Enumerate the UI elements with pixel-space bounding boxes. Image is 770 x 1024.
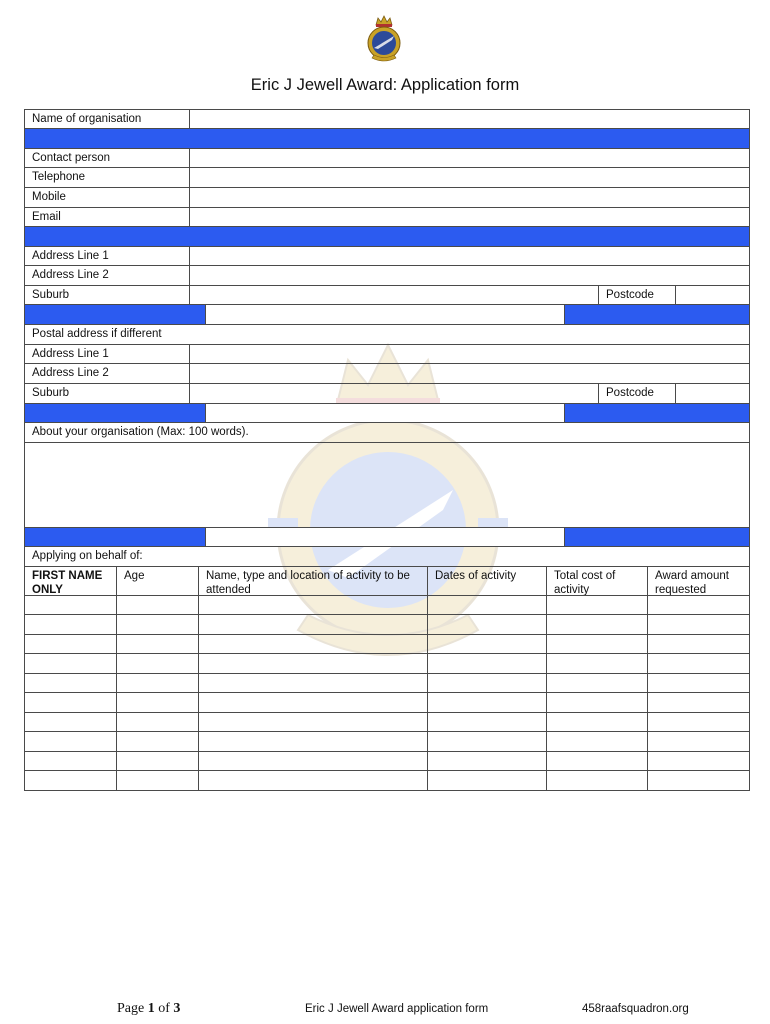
table-cell[interactable] [24,634,117,654]
table-cell[interactable] [198,712,428,732]
table-cell[interactable] [24,673,117,693]
postal-postcode-label: Postcode [598,383,676,404]
table-header-total-cost: Total cost of activity [546,566,648,596]
email-field[interactable] [189,207,750,227]
table-cell[interactable] [427,595,547,615]
section-divider-left [24,304,206,325]
table-header-age: Age [116,566,199,596]
section-divider-gap [205,403,565,423]
table-cell[interactable] [546,712,648,732]
table-cell[interactable] [546,653,648,674]
table-cell[interactable] [647,634,750,654]
table-cell[interactable] [116,673,199,693]
postal-line1-label: Address Line 1 [24,344,190,364]
table-cell[interactable] [198,770,428,791]
table-cell[interactable] [647,751,750,771]
table-cell[interactable] [198,653,428,674]
postal-line2-field[interactable] [189,363,750,384]
table-cell[interactable] [546,673,648,693]
applying-on-behalf-label: Applying on behalf of: [24,546,750,567]
section-divider-gap [205,527,565,547]
footer-website: 458raafsquadron.org [582,1003,689,1015]
table-cell[interactable] [647,673,750,693]
address-line1-label: Address Line 1 [24,246,190,266]
table-header-first-name: FIRST NAME ONLY [24,566,117,596]
postal-postcode-field[interactable] [675,383,750,404]
table-cell[interactable] [647,731,750,752]
organisation-name-field[interactable] [189,109,750,129]
about-organisation-label: About your organisation (Max: 100 words). [24,422,750,443]
mobile-label: Mobile [24,187,190,208]
table-cell[interactable] [427,673,547,693]
table-cell[interactable] [116,731,199,752]
section-divider [24,128,750,149]
postcode-field[interactable] [675,285,750,305]
table-cell[interactable] [24,751,117,771]
table-cell[interactable] [647,712,750,732]
email-label: Email [24,207,190,227]
page-number: Page 1 of 3 [117,1001,181,1016]
squadron-crest-icon [364,14,404,66]
table-cell[interactable] [198,634,428,654]
table-cell[interactable] [24,595,117,615]
table-header-award-amount: Award amount requested [647,566,750,596]
postal-line2-label: Address Line 2 [24,363,190,384]
table-cell[interactable] [647,653,750,674]
postal-suburb-field[interactable] [189,383,599,404]
table-cell[interactable] [198,673,428,693]
table-cell[interactable] [24,770,117,791]
table-cell[interactable] [427,751,547,771]
table-cell[interactable] [427,770,547,791]
section-divider [24,226,750,247]
address-line1-field[interactable] [189,246,750,266]
table-cell[interactable] [24,712,117,732]
postal-address-heading: Postal address if different [24,324,750,345]
address-line2-label: Address Line 2 [24,265,190,286]
postcode-label: Postcode [598,285,676,305]
table-header-activity: Name, type and location of activity to be attended [198,566,428,596]
about-organisation-field[interactable] [24,442,750,528]
table-cell[interactable] [427,712,547,732]
table-cell[interactable] [427,692,547,713]
table-cell[interactable] [116,634,199,654]
table-cell[interactable] [647,595,750,615]
table-cell[interactable] [546,614,648,635]
table-cell[interactable] [198,614,428,635]
table-cell[interactable] [647,770,750,791]
table-cell[interactable] [116,614,199,635]
address-line2-field[interactable] [189,265,750,286]
table-cell[interactable] [546,634,648,654]
table-cell[interactable] [24,614,117,635]
table-cell[interactable] [546,595,648,615]
section-divider-right [564,403,750,423]
section-divider-left [24,527,206,547]
table-cell[interactable] [116,712,199,732]
contact-person-label: Contact person [24,148,190,168]
table-cell[interactable] [427,614,547,635]
table-cell[interactable] [24,731,117,752]
table-cell[interactable] [427,731,547,752]
table-cell[interactable] [198,692,428,713]
table-cell[interactable] [116,770,199,791]
table-cell[interactable] [546,692,648,713]
table-cell[interactable] [546,751,648,771]
table-cell[interactable] [24,653,117,674]
section-divider-left [24,403,206,423]
table-cell[interactable] [546,770,648,791]
table-cell[interactable] [647,692,750,713]
table-cell[interactable] [427,634,547,654]
table-header-dates: Dates of activity [427,566,547,596]
table-cell[interactable] [198,595,428,615]
telephone-field[interactable] [189,167,750,188]
contact-person-field[interactable] [189,148,750,168]
table-cell[interactable] [647,614,750,635]
table-cell[interactable] [116,751,199,771]
table-cell[interactable] [546,731,648,752]
postal-line1-field[interactable] [189,344,750,364]
table-cell[interactable] [427,653,547,674]
footer-document-title: Eric J Jewell Award application form [305,1003,489,1015]
table-cell[interactable] [198,751,428,771]
postal-suburb-label: Suburb [24,383,190,404]
suburb-label: Suburb [24,285,190,305]
telephone-label: Telephone [24,167,190,188]
page-title: Eric J Jewell Award: Application form [250,76,520,94]
suburb-field[interactable] [189,285,599,305]
section-divider-right [564,304,750,325]
section-divider-gap [205,304,565,325]
table-cell[interactable] [116,692,199,713]
table-cell[interactable] [198,731,428,752]
table-cell[interactable] [116,595,199,615]
mobile-field[interactable] [189,187,750,208]
table-cell[interactable] [24,692,117,713]
section-divider-right [564,527,750,547]
organisation-name-label: Name of organisation [24,109,190,129]
table-cell[interactable] [116,653,199,674]
